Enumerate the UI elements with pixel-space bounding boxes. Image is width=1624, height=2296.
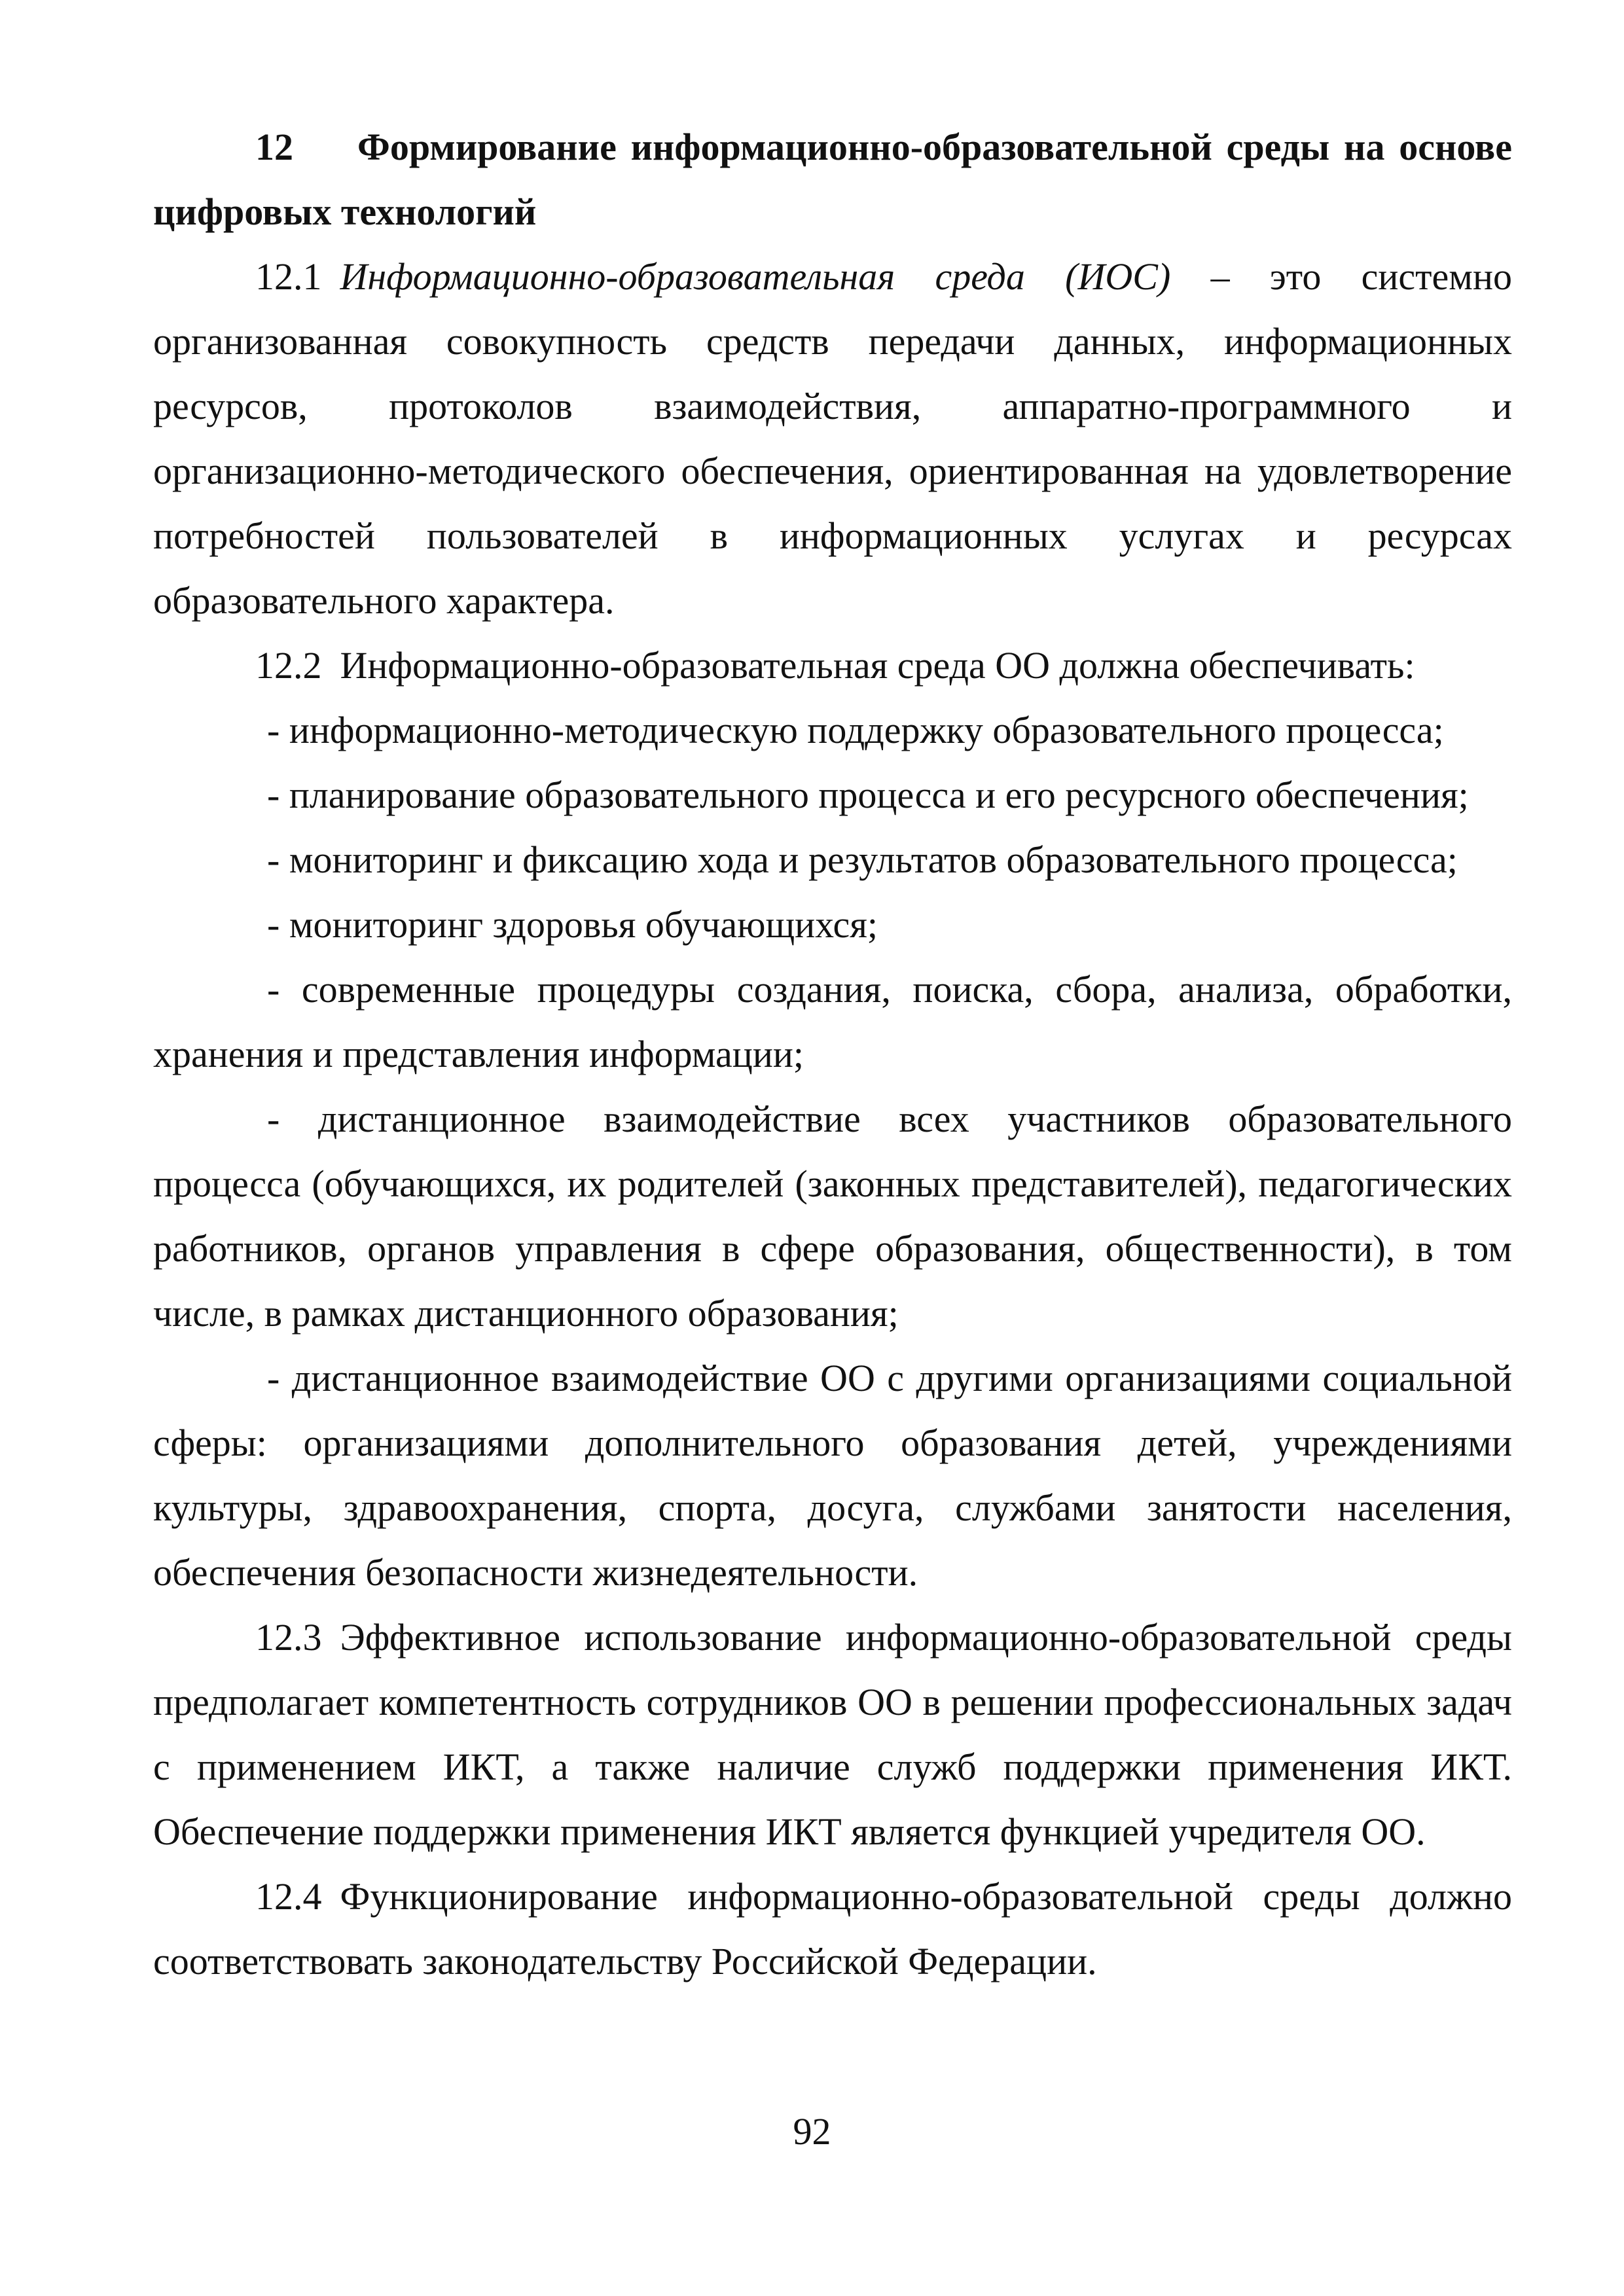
- paragraph-text: – это системно: [1210, 255, 1512, 298]
- document-page: [153, 115, 1512, 1994]
- list-item-continuation: обеспечения безопасности жизнедеятельности.: [153, 1551, 918, 1594]
- paragraph-number: 12.3: [255, 1616, 322, 1659]
- page-number: 92: [793, 2110, 831, 2153]
- list-item-continuation: сферы: организациями дополнительного образования детей, учреждениями: [153, 1422, 1512, 1464]
- section-heading-line-2: [153, 179, 1512, 244]
- paragraph-text: Информационно-образовательная среда ОО должна обеспечивать:: [340, 644, 1415, 687]
- paragraph-12-1-line-4: организационно-методического обеспечения, ориентированная на удовлетворение: [153, 450, 1512, 492]
- defined-term: Информационно-образовательная среда (ИОС): [340, 255, 1171, 298]
- section-heading-line-1: [153, 115, 1512, 179]
- paragraph-12-1-line-1: [153, 244, 1512, 309]
- paragraph-number: 12.1: [255, 255, 322, 298]
- list-item: - мониторинг и фиксацию хода и результатов образовательного процесса;: [267, 838, 1458, 881]
- section-number: 12: [255, 126, 293, 168]
- list-item: - дистанционное взаимодействие всех участников образовательного: [267, 1098, 1512, 1140]
- list-item: - информационно-методическую поддержку образовательного процесса;: [267, 709, 1444, 751]
- paragraph-12-3-line-3: с применением ИКТ, а также наличие служб поддержки применения ИКТ.: [153, 1746, 1512, 1788]
- list-item: - планирование образовательного процесса и его ресурсного обеспечения;: [267, 774, 1469, 816]
- paragraph-12-1-line-3: ресурсов, протоколов взаимодействия, аппаратно-программного и: [153, 385, 1512, 427]
- paragraph-text: Функционирование информационно-образовательной среды должно: [340, 1875, 1512, 1918]
- list-item-continuation: числе, в рамках дистанционного образования;: [153, 1292, 899, 1335]
- list-item-continuation: работников, органов управления в сфере образования, общественности), в том: [153, 1227, 1512, 1270]
- paragraph-12-1-line-2: организованная совокупность средств передачи данных, информационных: [153, 320, 1512, 363]
- paragraph-12-1-line-6: образовательного характера.: [153, 579, 615, 622]
- list-item-continuation: процесса (обучающихся, их родителей (законных представителей), педагогических: [153, 1162, 1512, 1205]
- paragraph-number: 12.2: [255, 644, 322, 687]
- paragraph-text: Эффективное использование информационно-образовательной среды: [340, 1616, 1512, 1659]
- list-item-continuation: культуры, здравоохранения, спорта, досуга, службами занятости населения,: [153, 1486, 1512, 1529]
- paragraph-12-3-line-1: [153, 1605, 1512, 1670]
- paragraph-12-2-intro: [153, 633, 1512, 698]
- section-title-part-2: цифровых технологий: [153, 190, 537, 233]
- paragraph-12-4-line-2: соответствовать законодательству Российской Федерации.: [153, 1940, 1097, 1982]
- paragraph-12-4-line-1: [153, 1864, 1512, 1929]
- paragraph-12-3-line-2: предполагает компетентность сотрудников ОО в решении профессиональных задач: [153, 1681, 1512, 1723]
- paragraph-12-3-line-4: Обеспечение поддержки применения ИКТ является функцией учредителя ОО.: [153, 1810, 1426, 1853]
- paragraph-12-1-line-5: потребностей пользователей в информационных услугах и ресурсах: [153, 514, 1512, 557]
- paragraph-number: 12.4: [255, 1875, 322, 1918]
- list-item: - дистанционное взаимодействие ОО с другими организациями социальной: [267, 1357, 1512, 1399]
- list-item: - современные процедуры создания, поиска, сбора, анализа, обработки,: [267, 968, 1512, 1011]
- list-item: - мониторинг здоровья обучающихся;: [267, 903, 878, 946]
- section-title-part-1: Формирование информационно-образовательной среды на основе: [357, 126, 1512, 168]
- list-item-continuation: хранения и представления информации;: [153, 1033, 804, 1075]
